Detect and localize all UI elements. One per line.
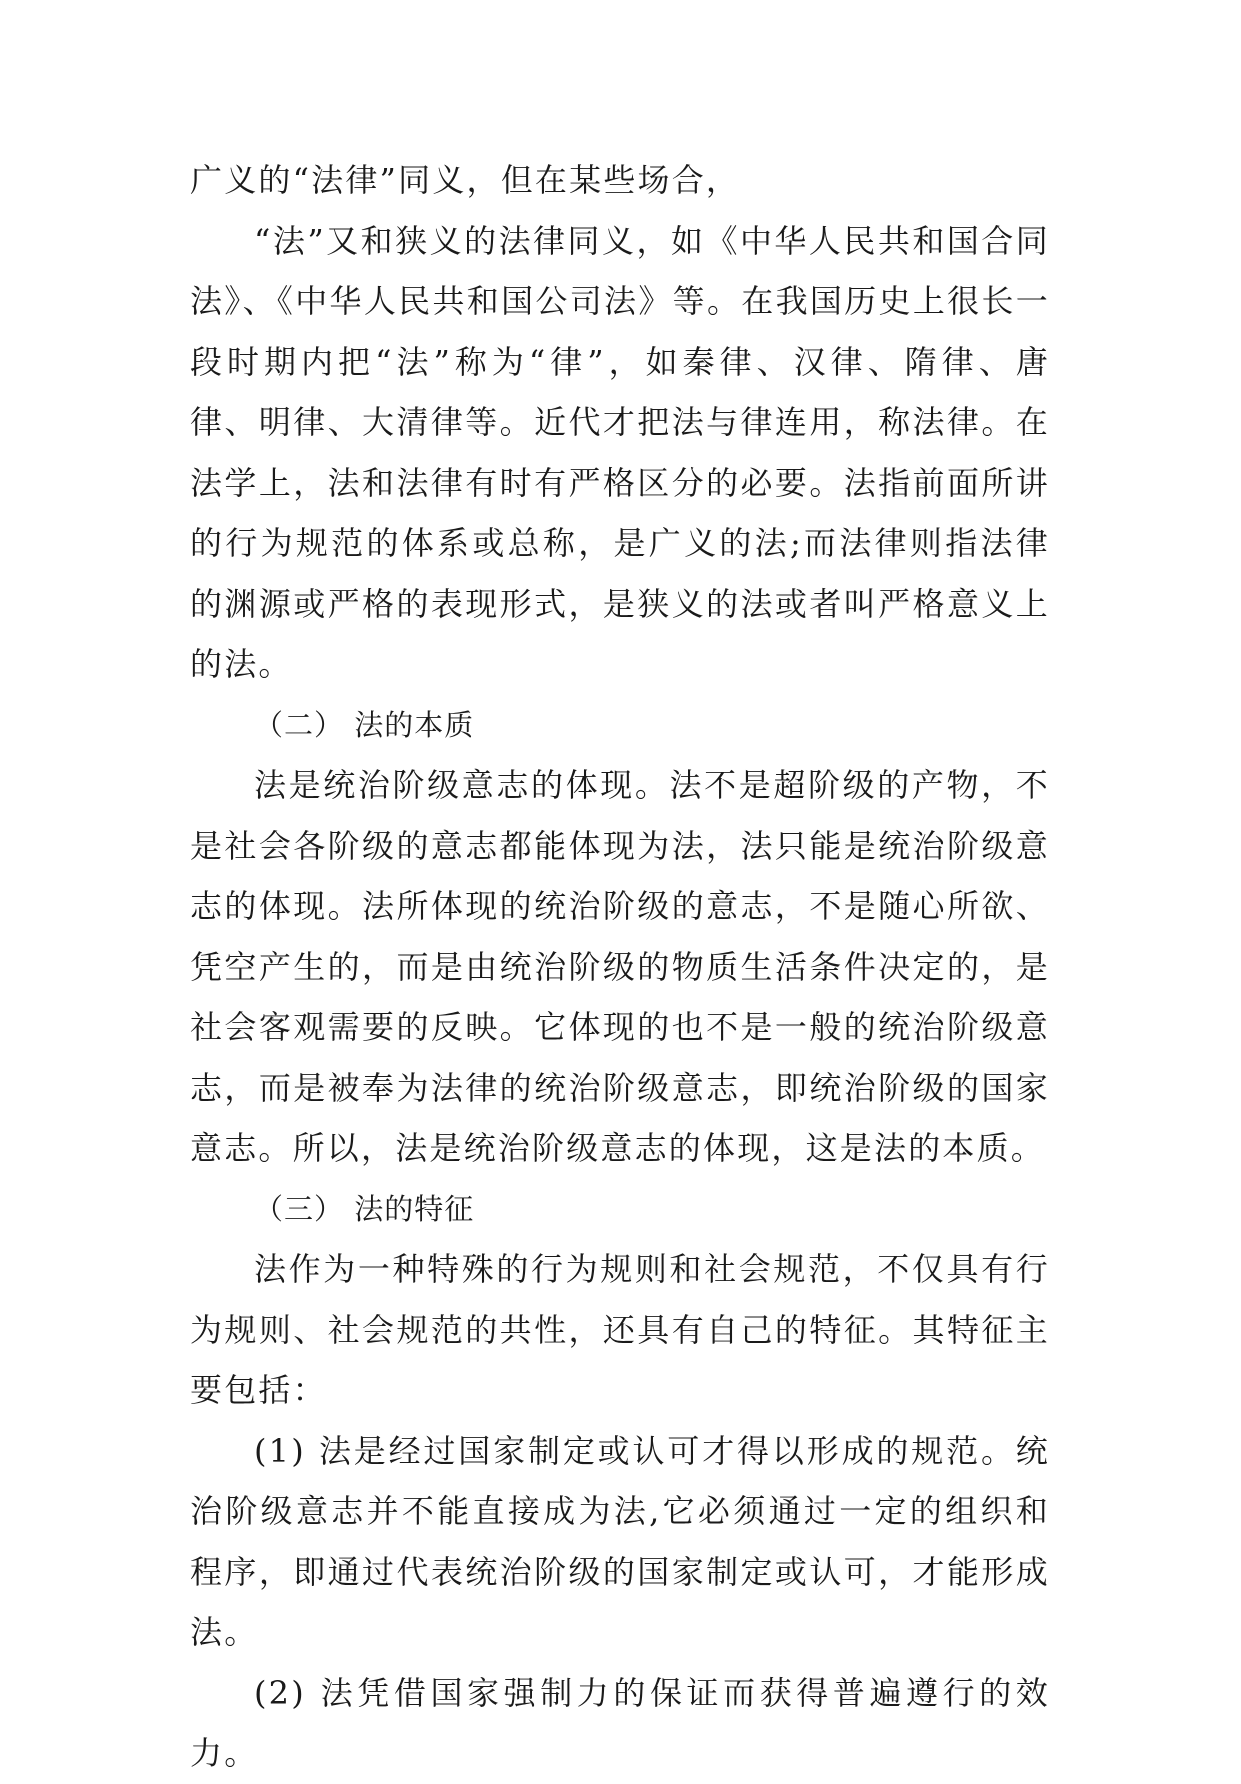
paragraph-law-essence: 法是统治阶级意志的体现。法不是超阶级的产物，不是社会各阶级的意志都能体现为法，法只能是统治阶级意志的体现。法所体现的统治阶级的意志，不是随心所欲、凭空产生的，而是由统治阶级的物质生活条件决定的，是社会客观需要的反映。它体现的也不是一般的统治阶级意志，而是被奉为法律的统治阶级意志，即统治阶级的国家意志。所以，法是统治阶级意志的体现，这是法的本质。: [190, 766, 1050, 1167]
paragraph-continued: 广义的“法律”同义，但在某些场合，: [190, 161, 741, 199]
section-heading-features: （三） 法的特征: [254, 1191, 475, 1226]
document-body: [190, 150, 1050, 1784]
paragraph-law-definition: “法”又和狭义的法律同义，如《中华人民共和国合同法》、《中华人民共和国公司法》等。在我国历史上很长一段时期内把“法”称为“律”，如秦律、汉律、隋律、唐律、明律、大清律等。近代才把法与律连用，称法律。在法学上，法和法律有时有严格区分的必要。法指前面所讲的行为规范的体系或总称，是广义的法;而法律则指法律的渊源或严格的表现形式，是狭义的法或者叫严格意义上的法。: [190, 221, 1050, 683]
paragraph-feature-2: (2) 法凭借国家强制力的保证而获得普遍遵行的效力。: [190, 1673, 1050, 1772]
paragraph-feature-1: (1) 法是经过国家制定或认可才得以形成的规范。统治阶级意志并不能直接成为法,它必须通过一定的组织和程序，即通过代表统治阶级的国家制定或认可，才能形成法。: [190, 1431, 1050, 1651]
paragraph-features-intro: 法作为一种特殊的行为规则和社会规范，不仅具有行为规则、社会规范的共性，还具有自己的特征。其特征主要包括：: [190, 1250, 1050, 1409]
section-heading-essence: （二） 法的本质: [254, 707, 475, 742]
